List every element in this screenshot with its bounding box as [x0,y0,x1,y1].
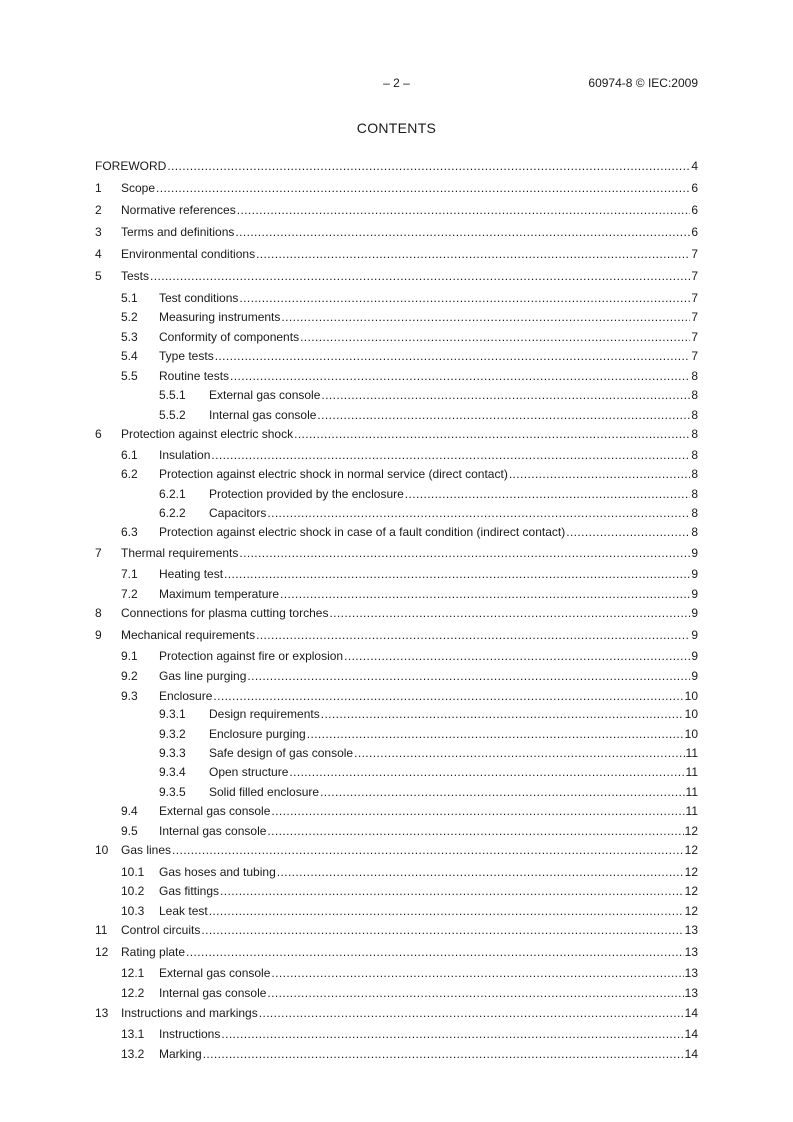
dot-leader [167,158,690,174]
toc-entry[interactable] [95,764,698,780]
toc-entry-page: 7 [691,330,698,344]
toc-entry[interactable] [95,1046,698,1062]
toc-entry-number: 8 [95,606,102,620]
toc-entry-number: 9 [95,628,102,642]
toc-entry[interactable] [95,1005,698,1021]
toc-entry[interactable] [95,309,698,325]
toc-entry-number: 13.1 [121,1027,145,1041]
toc-entry-number: 12.1 [121,966,145,980]
dot-leader [235,224,690,240]
toc-entry-number: 5.1 [121,291,138,305]
toc-entry-label: Solid filled enclosure [209,785,320,799]
toc-entry[interactable] [95,447,698,463]
toc-entry-label: FOREWORD [95,159,167,173]
toc-entry-page: 9 [691,567,698,581]
dot-leader [267,985,683,1001]
dot-leader [321,387,690,403]
toc-entry[interactable] [95,368,698,384]
toc-entry-label: Gas lines [121,843,172,857]
toc-entry-label: Gas line purging [159,669,247,683]
toc-entry-number: 5.5 [121,369,138,383]
toc-entry-number: 9.2 [121,669,138,683]
toc-entry[interactable] [95,290,698,306]
dot-leader [329,605,690,621]
toc-entry-number: 5.5.2 [159,408,186,422]
toc-entry-label: Type tests [159,349,214,363]
dot-leader [321,706,684,722]
toc-entry-label: Protection against fire or explosion [159,649,344,663]
toc-entry-page: 8 [691,427,698,441]
dot-leader [220,883,684,899]
toc-entry-page: 8 [691,448,698,462]
toc-entry-number: 5.4 [121,349,138,363]
dot-leader [277,864,684,880]
toc-entry[interactable] [95,605,698,621]
toc-entry-number: 10 [95,843,109,857]
dot-leader [211,447,690,463]
toc-entry-number: 9.1 [121,649,138,663]
toc-entry-page: 8 [691,525,698,539]
toc-entry-label: Leak test [159,904,208,918]
toc-entry-label: Control circuits [121,923,201,937]
toc-entry-label: External gas console [209,388,321,402]
toc-entry-label: Maximum temperature [159,587,280,601]
toc-entry-page: 11 [685,746,698,760]
dot-leader [224,566,690,582]
toc-entry-label: Marking [159,1047,202,1061]
toc-entry-page: 8 [691,388,698,402]
toc-entry-number: 9.3 [121,689,138,703]
toc-entry[interactable] [95,268,698,284]
toc-entry-page: 13 [684,923,698,937]
dot-leader [259,1005,684,1021]
toc-entry-label: Environmental conditions [121,247,256,261]
toc-entry[interactable] [95,668,698,684]
toc-entry-label: Protection against electric shock [121,427,294,441]
toc-entry[interactable] [95,706,698,722]
toc-entry-page: 7 [691,349,698,363]
toc-entry[interactable] [95,864,698,880]
toc-entry[interactable] [95,348,698,364]
toc-entry-page: 7 [691,269,698,283]
toc-entry-number: 6.3 [121,525,138,539]
dot-leader [221,1026,683,1042]
toc-entry-label: Protection against electric shock in case of a fault condition (indirect contact) [159,525,566,539]
toc-entry[interactable] [95,586,698,602]
toc-entry-label: Heating test [159,567,224,581]
toc-entry-label: Test conditions [159,291,239,305]
toc-entry-number: 9.3.4 [159,765,186,779]
toc-entry-label: Insulation [159,448,211,462]
toc-entry[interactable] [95,224,698,240]
toc-entry[interactable] [95,407,698,423]
toc-entry-number: 6.2.2 [159,506,186,520]
toc-entry-label: Protection provided by the enclosure [209,487,404,501]
toc-entry-page: 9 [691,649,698,663]
toc-entry-number: 5.5.1 [159,388,186,402]
toc-entry-label: Instructions and markings [121,1006,258,1020]
toc-entry-number: 9.3.1 [159,707,186,721]
toc-entry-label: Capacitors [209,506,267,520]
dot-leader [172,842,684,858]
toc-entry-page: 7 [691,247,698,261]
dot-leader [201,922,683,938]
toc-entry-label: Instructions [159,1027,221,1041]
toc-entry-number: 1 [95,181,102,195]
toc-entry-page: 9 [691,606,698,620]
page-number: – 2 – [383,76,410,90]
toc-entry-number: 6.2 [121,467,138,481]
toc-entry-number: 7 [95,546,102,560]
toc-entry-page: 11 [685,785,698,799]
toc-entry-page: 12 [684,843,698,857]
toc-entry-page: 13 [684,945,698,959]
dot-leader [213,688,683,704]
toc-entry-page: 9 [691,669,698,683]
dot-leader [150,268,690,284]
toc-entry[interactable] [95,883,698,899]
dot-leader [156,180,690,196]
toc-entry-number: 7.2 [121,587,138,601]
dot-leader [344,648,690,664]
toc-entry[interactable] [95,922,698,938]
toc-entry[interactable] [95,745,698,761]
toc-entry-number: 12 [95,945,109,959]
dot-leader [320,784,684,800]
toc-entry[interactable] [95,329,698,345]
toc-entry-number: 10.2 [121,884,145,898]
toc-entry[interactable] [95,903,698,919]
toc-entry-number: 5.2 [121,310,138,324]
dot-leader [289,764,684,780]
toc-entry-page: 11 [685,804,698,818]
toc-entry-page: 6 [691,203,698,217]
toc-entry-label: Gas fittings [159,884,220,898]
toc-entry-number: 10.1 [121,865,145,879]
dot-leader [256,627,690,643]
toc-entry[interactable] [95,246,698,262]
toc-entry-number: 13 [95,1006,109,1020]
toc-entry-number: 5.3 [121,330,138,344]
dot-leader [256,246,690,262]
toc-entry[interactable] [95,180,698,196]
toc-entry-label: Internal gas console [159,986,267,1000]
toc-entry-page: 13 [684,966,698,980]
dot-leader [186,944,684,960]
toc-entry-label: External gas console [159,966,271,980]
toc-entry[interactable] [95,648,698,664]
toc-entry[interactable] [95,486,698,502]
toc-entry-page: 6 [691,181,698,195]
dot-leader [239,545,690,561]
toc-entry-number: 6.1 [121,448,138,462]
toc-entry-page: 10 [684,727,698,741]
toc-entry-number: 12.2 [121,986,145,1000]
toc-entry-label: Design requirements [209,707,320,721]
toc-entry[interactable] [95,466,698,482]
toc-entry[interactable] [95,803,698,819]
toc-entry-page: 8 [691,506,698,520]
dot-leader [230,368,690,384]
toc-entry[interactable] [95,426,698,442]
toc-entry-page: 12 [684,824,698,838]
toc-entry-page: 9 [691,546,698,560]
dot-leader [300,329,690,345]
toc-entry-number: 9.3.2 [159,727,186,741]
page-title: CONTENTS [356,120,437,136]
dot-leader [247,668,690,684]
toc-entry-label: Scope [121,181,156,195]
toc-entry-label: Thermal requirements [121,546,239,560]
dot-leader [267,823,683,839]
toc-entry-number: 10.3 [121,904,145,918]
toc-entry-page: 14 [684,1047,698,1061]
dot-leader [354,745,684,761]
toc-entry-page: 9 [691,587,698,601]
dot-leader [317,407,690,423]
toc-entry-label: Tests [121,269,150,283]
toc-entry[interactable] [95,505,698,521]
toc-entry-number: 4 [95,247,102,261]
toc-entry-label: Mechanical requirements [121,628,256,642]
dot-leader [267,505,690,521]
toc-entry-label: Enclosure purging [209,727,306,741]
toc-entry[interactable] [95,944,698,960]
toc-entry-label: Internal gas console [159,824,267,838]
dot-leader [280,586,690,602]
toc-entry[interactable] [95,784,698,800]
document-id: 60974-8 © IEC:2009 [588,76,698,90]
dot-leader [566,524,690,540]
dot-leader [271,803,684,819]
toc-entry-label: Gas hoses and tubing [159,865,276,879]
toc-entry-label: Measuring instruments [159,310,281,324]
dot-leader [271,965,683,981]
toc-entry-number: 9.3.3 [159,746,186,760]
toc-entry-page: 12 [684,865,698,879]
toc-entry-label: Safe design of gas console [209,746,354,760]
toc-entry-number: 6.2.1 [159,487,186,501]
toc-entry-page: 12 [684,904,698,918]
toc-entry-page: 8 [691,487,698,501]
toc-entry-page: 14 [684,1006,698,1020]
toc-entry-number: 3 [95,225,102,239]
toc-entry-number: 9.5 [121,824,138,838]
toc-entry-page: 8 [691,369,698,383]
dot-leader [209,903,684,919]
toc-entry[interactable] [95,387,698,403]
toc-entry-label: Internal gas console [209,408,317,422]
toc-entry-page: 8 [691,408,698,422]
toc-entry-page: 6 [691,225,698,239]
toc-entry-label: Enclosure [159,689,213,703]
toc-entry-page: 12 [684,884,698,898]
toc-entry-label: Open structure [209,765,289,779]
toc-entry-number: 11 [95,923,108,937]
toc-entry-label: Conformity of components [159,330,300,344]
toc-entry-number: 13.2 [121,1047,145,1061]
toc-entry-label: Routine tests [159,369,230,383]
toc-entry[interactable] [95,545,698,561]
dot-leader [294,426,690,442]
toc-entry-page: 7 [691,291,698,305]
dot-leader [203,1046,684,1062]
toc-entry-number: 2 [95,203,102,217]
toc-entry[interactable] [95,202,698,218]
toc-entry-page: 11 [685,765,698,779]
toc-entry-page: 8 [691,467,698,481]
toc-entry[interactable] [95,524,698,540]
toc-entry[interactable] [95,842,698,858]
toc-entry-page: 10 [684,707,698,721]
toc-entry[interactable] [95,823,698,839]
dot-leader [509,466,691,482]
toc-entry-label: External gas console [159,804,271,818]
dot-leader [239,290,690,306]
toc-entry[interactable] [95,726,698,742]
toc-entry-number: 7.1 [121,567,138,581]
toc-entry-page: 13 [684,986,698,1000]
toc-entry-number: 9.3.5 [159,785,186,799]
toc-entry-label: Terms and definitions [121,225,235,239]
toc-entry-number: 6 [95,427,102,441]
toc-entry-label: Rating plate [121,945,186,959]
toc-entry-page: 9 [691,628,698,642]
toc-entry[interactable] [95,1026,698,1042]
dot-leader [405,486,691,502]
toc-entry-number: 5 [95,269,102,283]
toc-entry[interactable] [95,985,698,1001]
toc-entry[interactable] [95,965,698,981]
toc-entry-label: Normative references [121,203,236,217]
toc-entry-number: 9.4 [121,804,138,818]
dot-leader [281,309,690,325]
toc-entry[interactable] [95,158,698,174]
dot-leader [237,202,691,218]
toc-entry[interactable] [95,566,698,582]
toc-entry-page: 14 [684,1027,698,1041]
toc-entry-page: 4 [691,159,698,173]
toc-entry[interactable] [95,627,698,643]
toc-entry-label: Protection against electric shock in normal service (direct contact) [159,467,508,481]
toc-entry-page: 10 [684,689,698,703]
toc-entry[interactable] [95,688,698,704]
dot-leader [307,726,684,742]
dot-leader [215,348,691,364]
toc-entry-page: 7 [691,310,698,324]
toc-entry-label: Connections for plasma cutting torches [121,606,329,620]
